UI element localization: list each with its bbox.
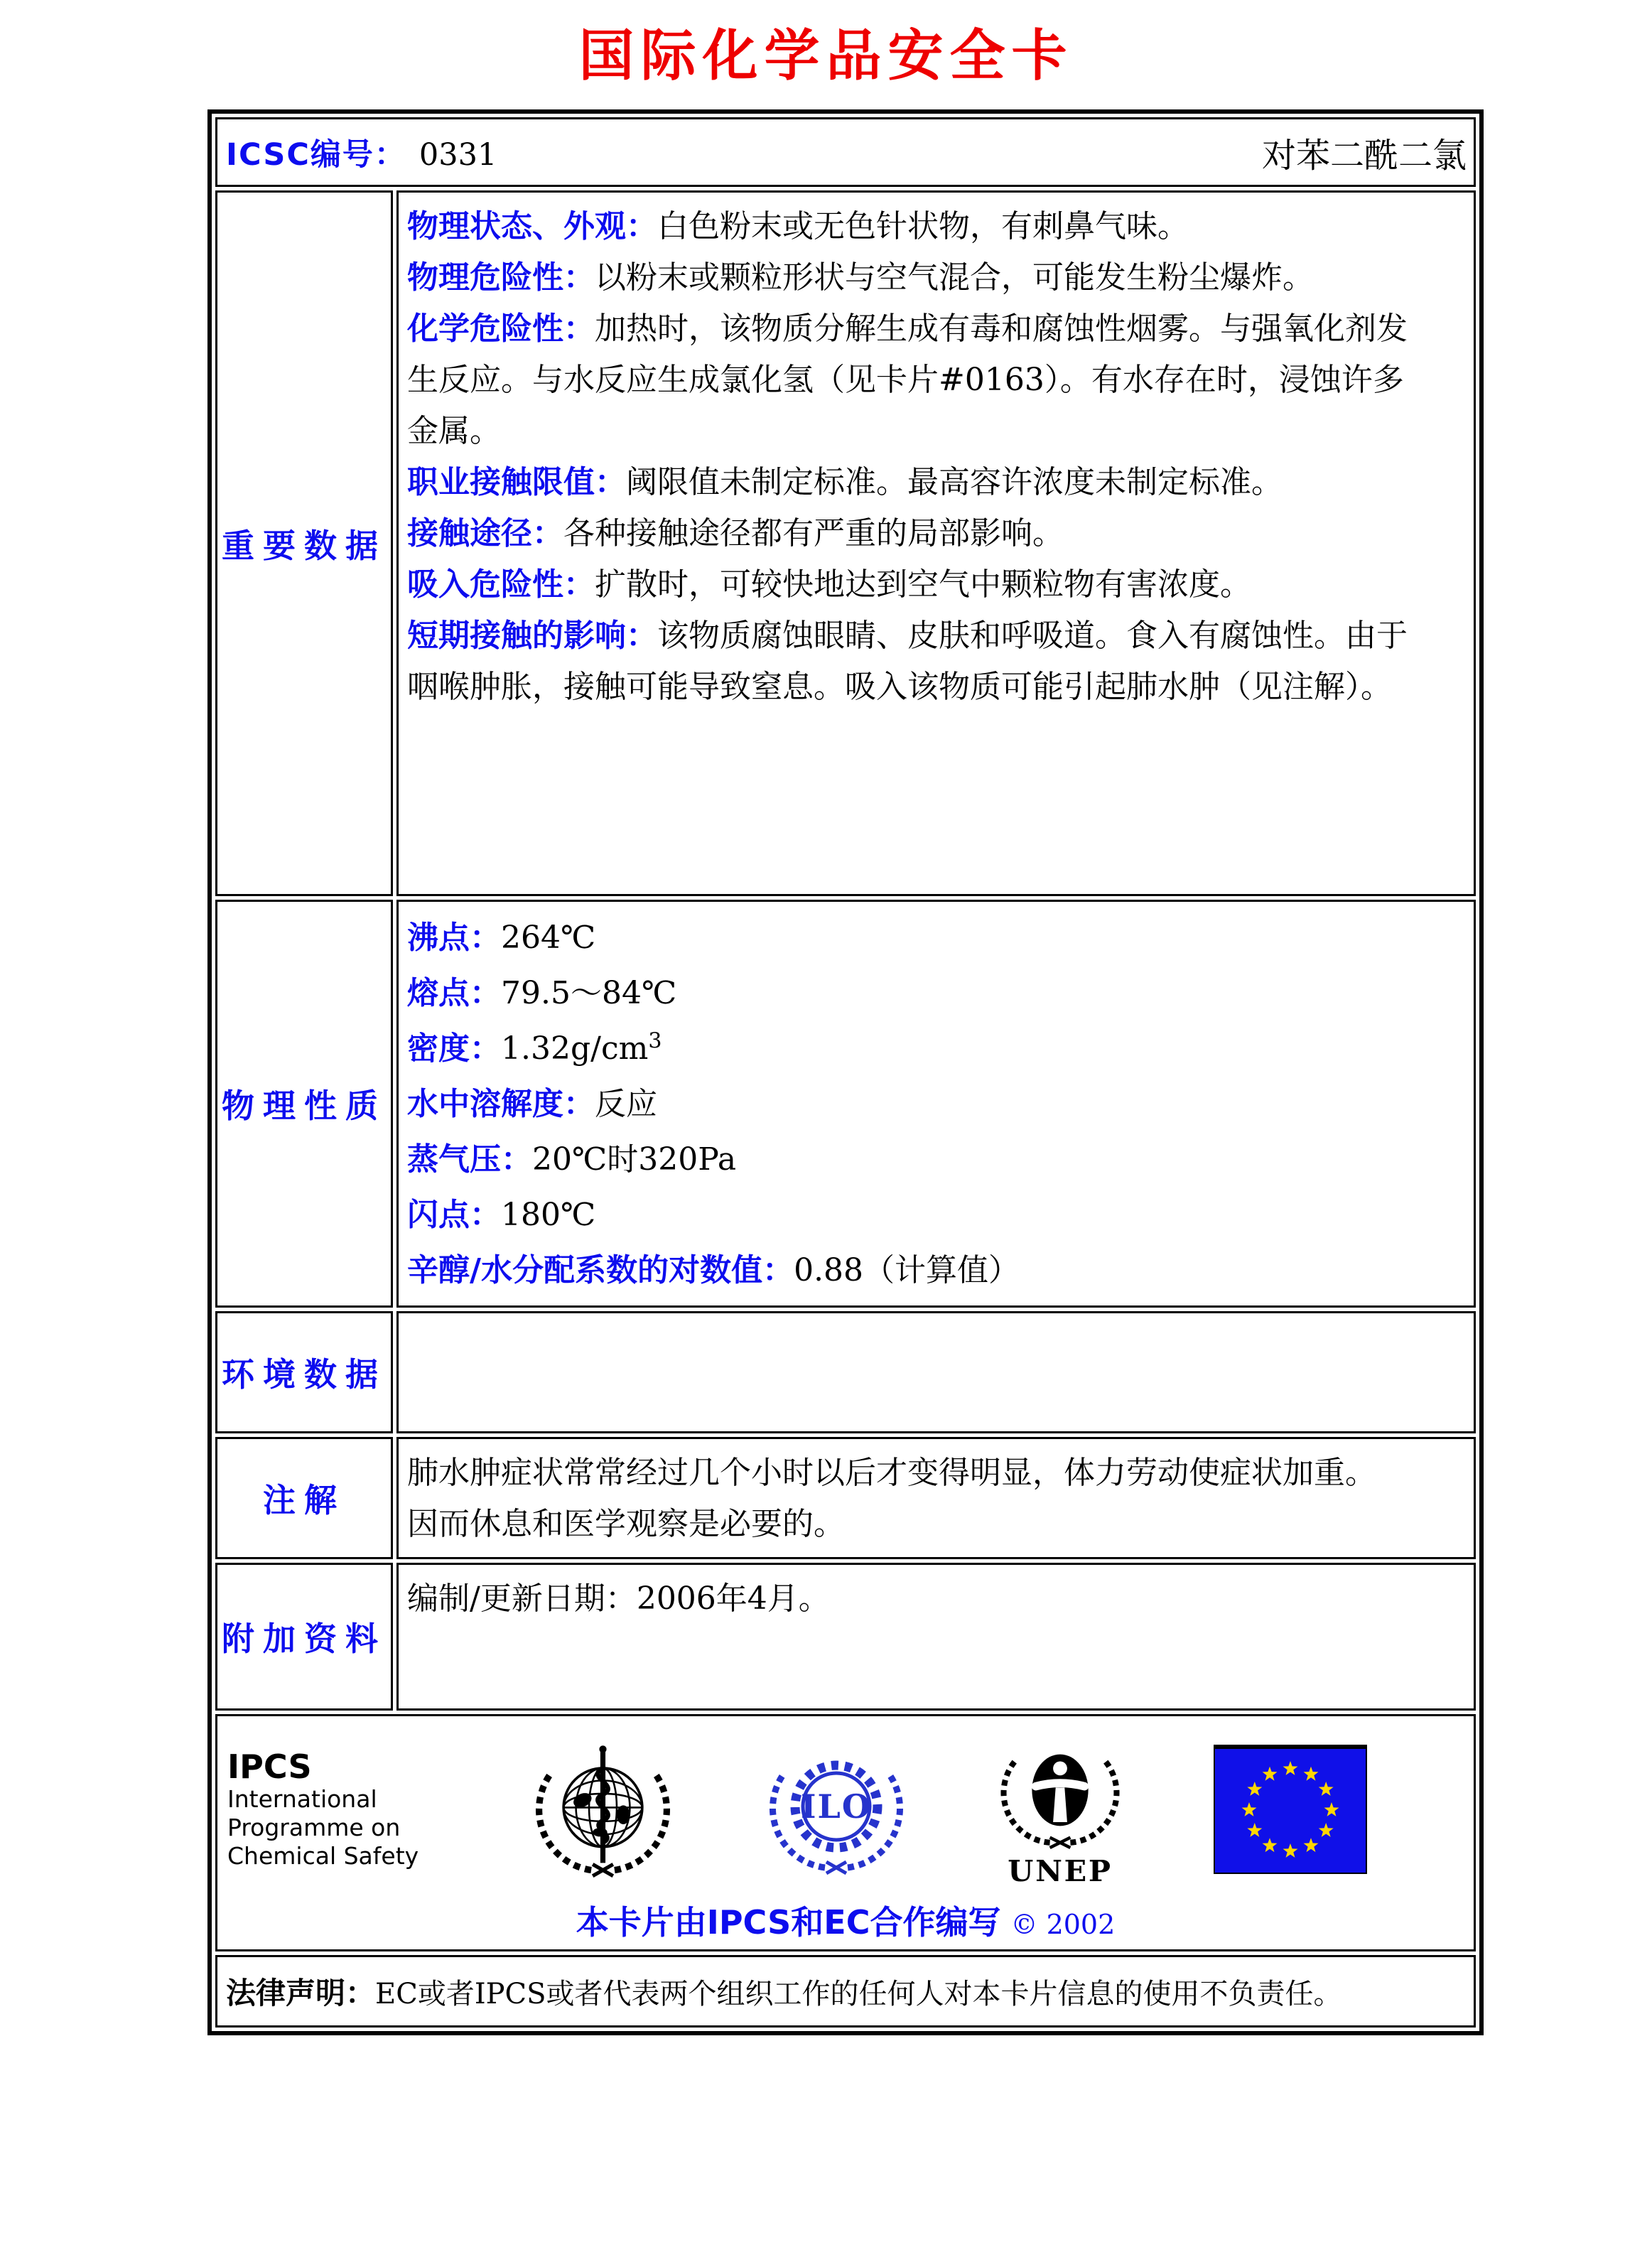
important-data-item: 短期接触的影响：该物质腐蚀眼睛、皮肤和呼吸道。食入有腐蚀性。由于咽喉肿胀，接触可能导致窒息。吸入该物质可能引起肺水肿（见注解）。 [407,618,1408,705]
icsc-number-value: 0331 [419,136,497,173]
physical-properties-content [396,900,1476,1308]
unep-logo-icon [996,1729,1124,1890]
row-label-important-data: 重要数据 [215,190,393,896]
physical-property-item: 密度：$1.32g/cm^3$ [407,1028,662,1067]
important-data-item: 职业接触限值：阈限值未制定标准。最高容许浓度未制定标准。 [407,464,1283,500]
ipcs-title: IPCS [227,1748,312,1786]
who-logo-icon [530,1740,676,1879]
ilo-logo-text: ILO [800,1787,872,1826]
environmental-data-content [396,1311,1476,1433]
logos-row [215,1714,1476,1951]
ipcs-block [227,1748,441,1870]
copyright-year: © 2002 [1010,1909,1116,1940]
copyright-line [217,1897,1474,1944]
header-cell [215,117,1476,187]
important-data-content [396,190,1476,896]
physical-property-item: 沸点：264℃ [407,920,596,956]
chemical-name: 对苯二酰二氯 [1261,135,1467,176]
ipcs-subtitle-line: Programme on [227,1814,401,1841]
unep-logo-text: UNEP [1008,1853,1113,1888]
icsc-number-group [226,131,497,174]
physical-property-item: 辛醇/水分配系数的对数值：0.88（计算值） [407,1252,1020,1288]
icsc-number-label: ICSC编号： [226,136,406,173]
eu-flag-icon [1214,1745,1367,1874]
header-row [215,117,1476,187]
important-data-item: 物理危险性：以粉末或颗粒形状与空气混合，可能发生粉尘爆炸。 [407,259,1314,296]
legal-row [215,1955,1476,2028]
row-label-additional-info: 附加资料 [215,1563,393,1711]
additional-info-row [215,1563,1476,1711]
density-superscript: 3 [648,1028,662,1054]
physical-property-item: 闪点：180℃ [407,1197,596,1233]
legal-cell [215,1955,1476,2028]
notes-content [396,1437,1476,1559]
important-data-item: 接触途径：各种接触途径都有严重的局部影响。 [407,515,1064,551]
environmental-data-row [215,1311,1476,1433]
physical-properties-row [215,900,1476,1308]
notes-row [215,1437,1476,1559]
row-label-notes: 注解 [215,1437,393,1559]
important-data-item: 吸入危险性：扩散时，可较快地达到空气中颗粒物有害浓度。 [407,566,1251,603]
ilo-logo-icon [765,1738,907,1880]
important-data-item: 物理状态、外观：白色粉末或无色针状物，有刺鼻气味。 [407,208,1189,244]
physical-property-item: 熔点：79.5～84℃ [407,975,677,1011]
legal-label: 法律声明： [226,1976,376,2010]
copyright-text: 本卡片由IPCS和EC合作编写 [576,1903,1001,1942]
logos-cell [215,1714,1476,1951]
notes-line: 因而休息和医学观察是必要的。 [407,1506,845,1542]
icsc-card-table [207,109,1484,2035]
legal-text: EC或者IPCS或者代表两个组织工作的任何人对本卡片信息的使用不负责任。 [375,1978,1342,2010]
physical-property-item: 蒸气压：20℃时320Pa [407,1141,737,1178]
important-data-item: 化学危险性：加热时，该物质分解生成有毒和腐蚀性烟雾。与强氧化剂发生反应。与水反应生成氯化氢（见卡片#0163）。有水存在时，浸蚀许多金属。 [407,311,1408,449]
important-data-row [215,190,1476,896]
row-label-environmental-data: 环境数据 [215,1311,393,1433]
notes-line: 肺水肿症状常常经过几个小时以后才变得明显，体力劳动使症状加重。 [407,1455,1376,1491]
ipcs-subtitle-line: Chemical Safety [227,1842,419,1870]
page-title: 国际化学品安全卡 [578,23,1074,88]
physical-property-item: 水中溶解度：反应 [407,1086,657,1122]
additional-info-content: 编制/更新日期：2006年4月。 [396,1563,1476,1711]
ipcs-subtitle-line: International [227,1785,377,1813]
row-label-physical-properties: 物理性质 [215,900,393,1308]
